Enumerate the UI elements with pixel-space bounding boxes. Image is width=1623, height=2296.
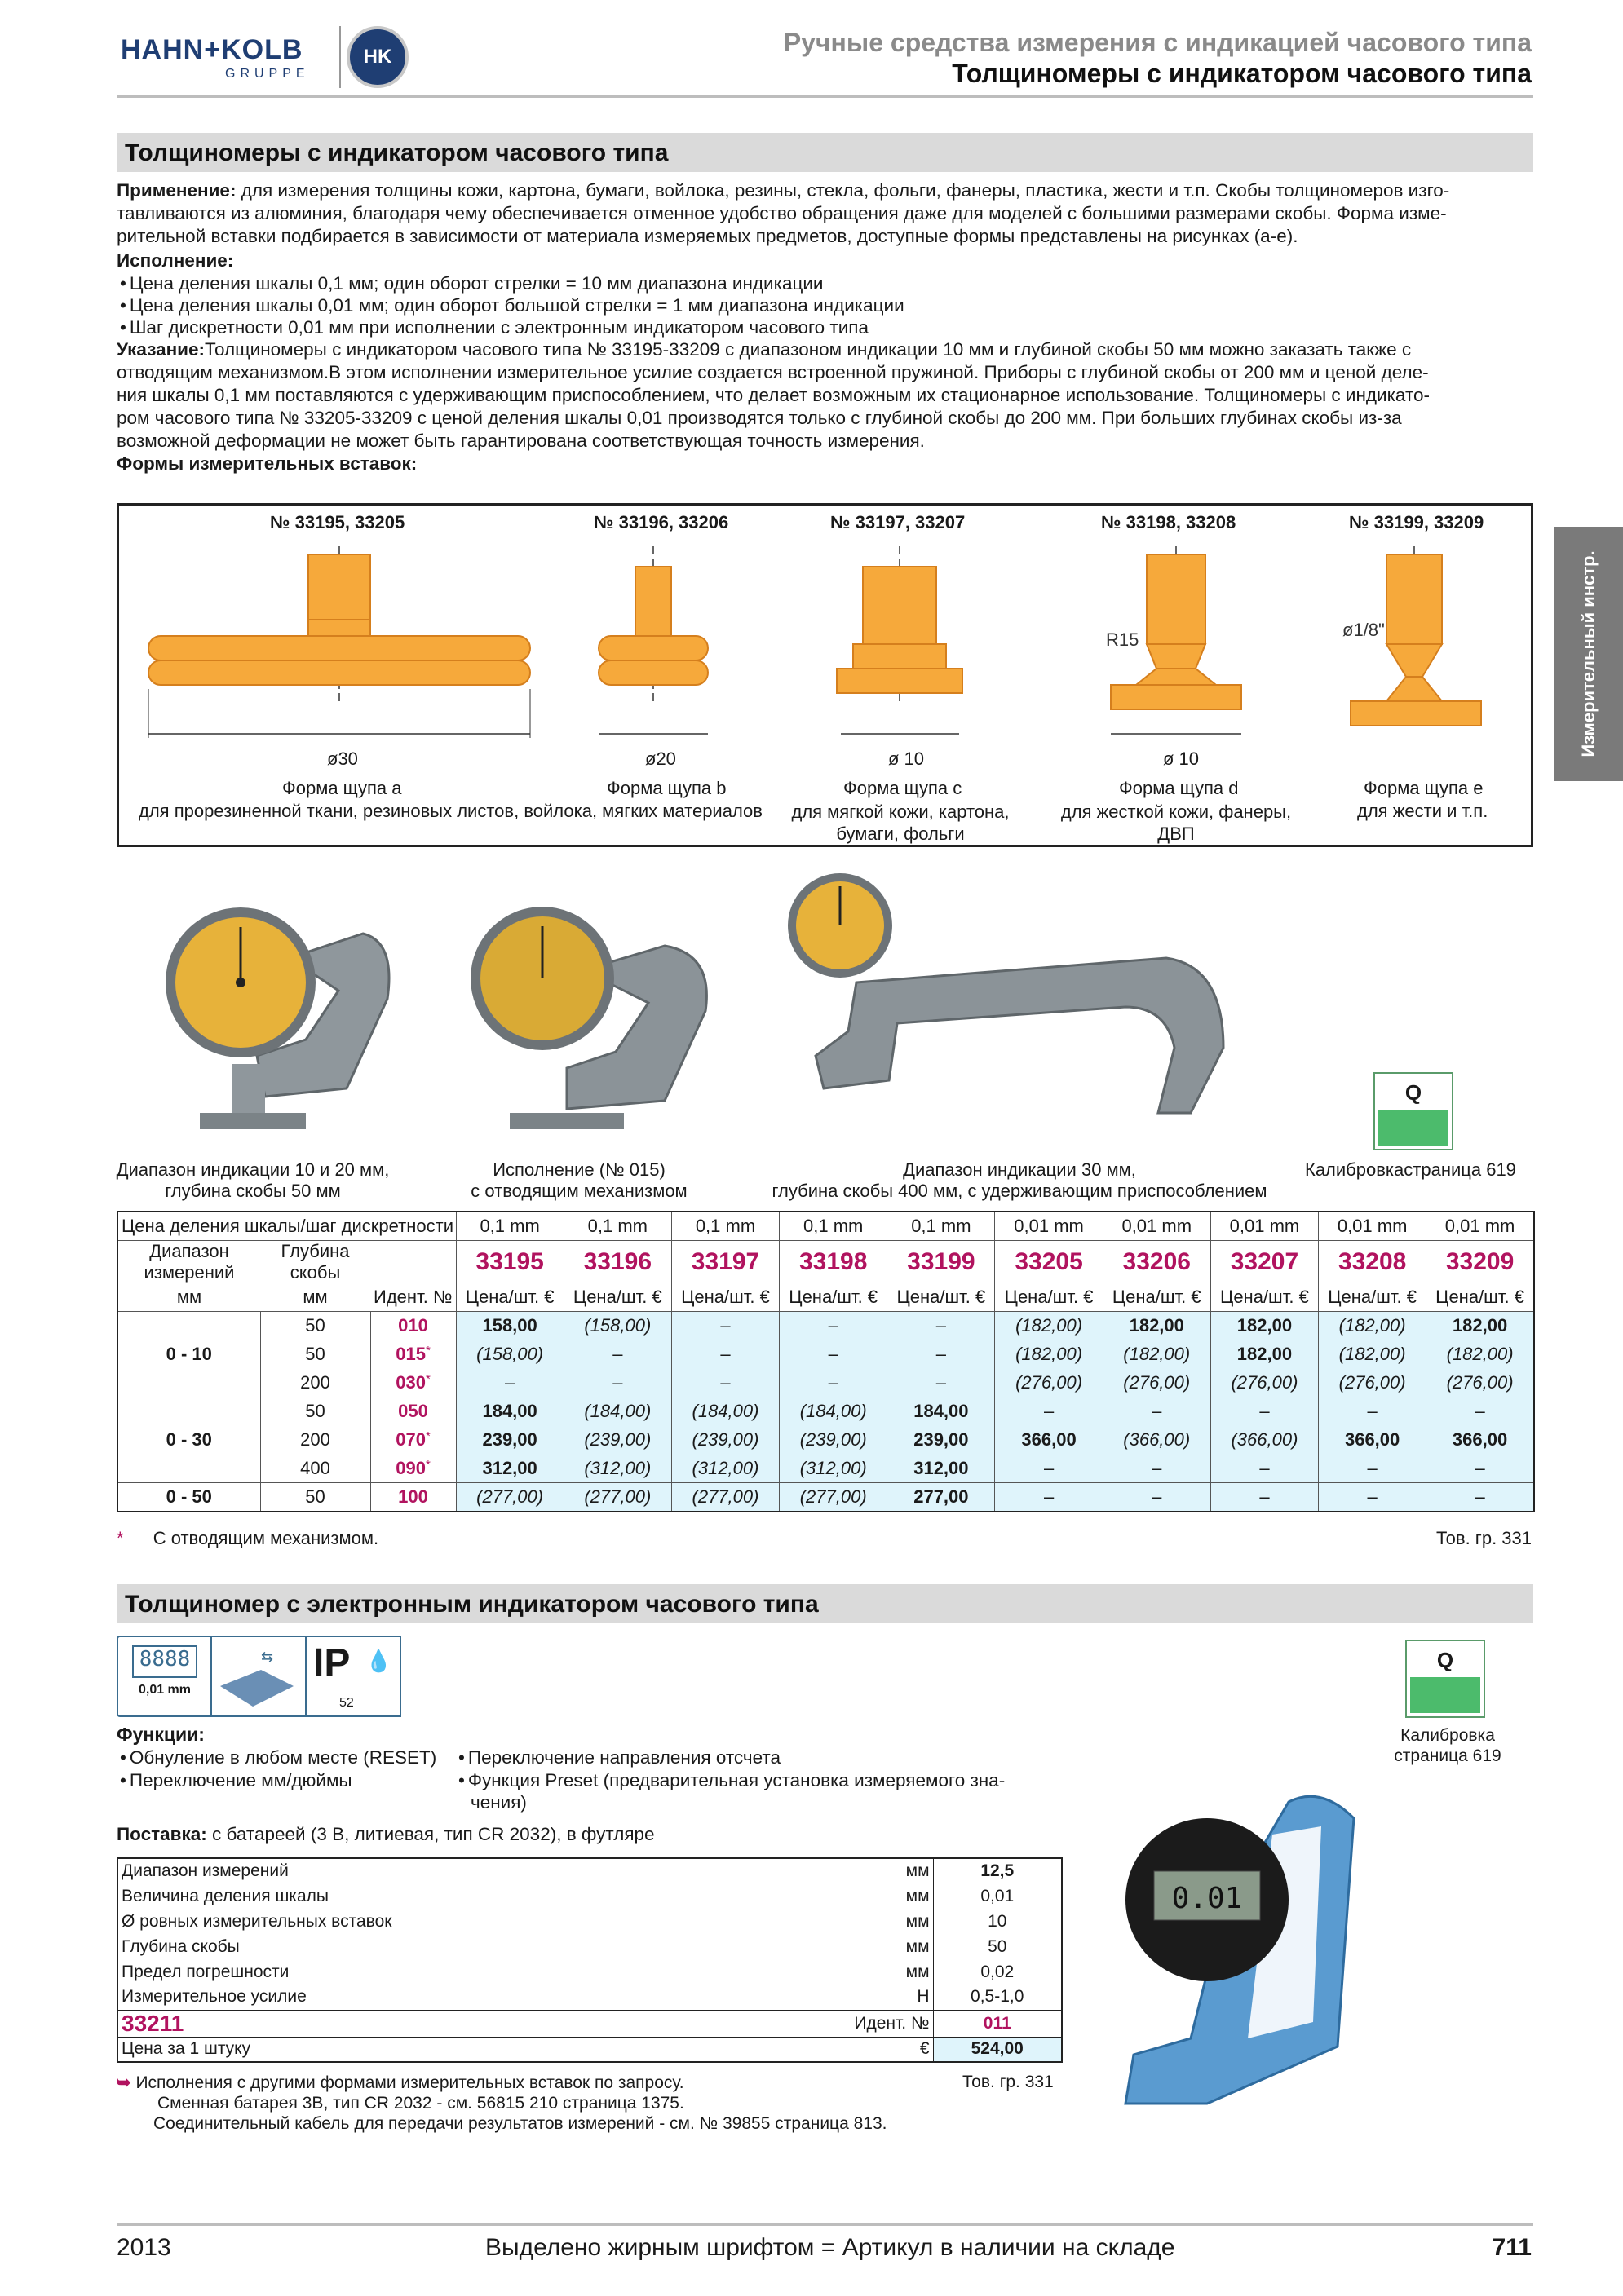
photo-caption-1-l1: Диапазон индикации 10 и 20 мм,	[116, 1159, 390, 1180]
execution-item: • Шаг дискретности 0,01 мм при исполнении с электронным индикатором часового типа	[117, 316, 1533, 338]
price-cell: 182,00	[1210, 1340, 1318, 1369]
resolution-cell: 0,01 mm	[995, 1212, 1103, 1240]
price-cell: –	[1319, 1455, 1426, 1483]
form-c-use	[778, 801, 1023, 845]
price-cell: (158,00)	[456, 1340, 564, 1369]
ident-star: *	[425, 1344, 431, 1358]
price-cell: –	[1426, 1455, 1534, 1483]
form-d-radius: R15	[1106, 629, 1139, 650]
spec-row	[117, 1934, 1062, 1959]
function-item-cont: чения)	[471, 1792, 527, 1813]
form-e-use: для жести и т.п.	[1357, 801, 1488, 821]
price-cell: (277,00)	[671, 1483, 779, 1512]
application-paragraph	[117, 179, 1533, 202]
price-cell: (276,00)	[1103, 1369, 1210, 1397]
form-a-use: для прорезиненной ткани, резиновых листов, войлока, мягких материалов	[139, 801, 763, 821]
function-item: • Обнуление в любом месте (RESET)	[117, 1746, 436, 1768]
article-row	[117, 1240, 1534, 1283]
thickness-gauge-photo-2	[461, 897, 730, 1141]
price-cell: 182,00	[1103, 1312, 1210, 1340]
price-cell: –	[1319, 1483, 1426, 1512]
range-cell: 0 - 50	[117, 1483, 260, 1512]
footnote-text: С отводящим механизмом.	[153, 1528, 379, 1548]
note-paragraph	[117, 338, 1533, 361]
application-line-2: тавливаются из алюминия, благодаря чему обеспечивается отменное удобство обращения даже для моделей с большими размерами скобы. Форма изме-	[117, 203, 1447, 223]
application-line-3: рительной вставки подбирается в зависимости от материала измеряемых предметов, доступные формы представлены на рисунках (a-e).	[117, 226, 1298, 246]
spec-row	[117, 1858, 1062, 1883]
ident-spacer	[370, 1240, 456, 1283]
water-drop-icon: 💧	[365, 1649, 392, 1673]
depth-header: Глубина скобы	[281, 1240, 350, 1283]
form-a-shape	[148, 554, 530, 738]
ident-number: 015	[396, 1344, 426, 1364]
functions-label: Функции:	[117, 1724, 205, 1745]
calibration-ref	[1354, 1725, 1541, 1766]
resolution-row	[117, 1212, 1534, 1240]
notes-block	[117, 2073, 887, 2134]
price-cell: –	[887, 1369, 995, 1397]
form-d-use-l1: для жесткой кожи, фанеры,	[1060, 801, 1292, 822]
price-cell: 366,00	[1319, 1426, 1426, 1455]
price-cell: (182,00)	[1103, 1340, 1210, 1369]
price-cell: (276,00)	[995, 1369, 1103, 1397]
price-label: Цена за 1 штуку	[122, 2039, 251, 2059]
price-cell: –	[1103, 1483, 1210, 1512]
digital-display-icon	[117, 1636, 213, 1717]
resolution-cell: 0,1 mm	[887, 1212, 995, 1240]
form-b-dim: ø20	[645, 748, 676, 769]
depth-cell: 50	[260, 1397, 370, 1426]
depth-cell: 50	[260, 1340, 370, 1369]
ident-star: *	[425, 1457, 431, 1472]
table-row	[117, 1340, 1534, 1369]
resolution-cell: 0,01 mm	[1319, 1212, 1426, 1240]
unit-row	[117, 1283, 1534, 1312]
price-cell: –	[1426, 1397, 1534, 1426]
price-cell: –	[671, 1369, 779, 1397]
form-c-use-l2: бумаги, фольги	[836, 823, 965, 844]
price-cell: –	[1210, 1455, 1318, 1483]
price-cell: (276,00)	[1426, 1369, 1534, 1397]
supply-label: Поставка:	[117, 1824, 207, 1844]
ident-number: 090	[396, 1457, 426, 1478]
price-header: Цена/шт. €	[1319, 1283, 1426, 1312]
spec-value: 0,5-1,0	[971, 1987, 1024, 2007]
ident-star: *	[425, 1371, 431, 1386]
ident-star: *	[425, 1429, 431, 1443]
check-arrows-icon	[1410, 1677, 1480, 1713]
price-cell: (366,00)	[1210, 1426, 1318, 1455]
calibration-q-badge-2[interactable]	[1405, 1640, 1485, 1718]
check-arrows-icon	[1378, 1110, 1448, 1146]
spec-value: 50	[988, 1936, 1007, 1956]
price-cell: 312,00	[456, 1455, 564, 1483]
price-cell: –	[780, 1369, 887, 1397]
price-row	[117, 2037, 1062, 2062]
spec-value: 0,01	[980, 1886, 1015, 1905]
form-c-dim: ø 10	[888, 748, 925, 769]
table-group-ref: Тов. гр. 331	[1435, 1528, 1532, 1548]
note-line-2: отводящим механизмом.В этом исполнении измерительное усилие создается встроенной пружиной. Приборы с глубиной скобы от 200 мм и ценой деле-	[117, 362, 1429, 382]
price-header: Цена/шт. €	[1210, 1283, 1318, 1312]
photo-caption-3	[758, 1159, 1280, 1202]
form-d-numbers: № 33198, 33208	[1101, 512, 1236, 532]
resolution-cell: 0,01 mm	[1210, 1212, 1318, 1240]
range-cell: 0 - 30	[117, 1397, 260, 1483]
price-cell: –	[671, 1340, 779, 1369]
resolution-cell: 0,1 mm	[780, 1212, 887, 1240]
price-cell: (239,00)	[671, 1426, 779, 1455]
spec-unit: мм	[786, 1959, 933, 1985]
spec-unit: Н	[786, 1985, 933, 2010]
form-c-use-l1: для мягкой кожи, картона,	[791, 801, 1010, 822]
form-b-numbers: № 33196, 33206	[594, 512, 729, 532]
article-number: 33206	[1103, 1240, 1210, 1283]
form-e-diameter: ø1/8"	[1342, 620, 1385, 640]
price-cell: 312,00	[887, 1455, 995, 1483]
header-category: Ручные средства измерения с индикацией часового типа	[783, 28, 1532, 57]
price-cell: 277,00	[887, 1483, 995, 1512]
depth-cell: 400	[260, 1455, 370, 1483]
price-cell: (182,00)	[1319, 1340, 1426, 1369]
depth-unit: мм	[260, 1283, 370, 1312]
price-cell: –	[1103, 1397, 1210, 1426]
price-cell: 182,00	[1426, 1312, 1534, 1340]
spec-label: Измерительное усилие	[122, 1987, 307, 2007]
spec-label: Предел погрешности	[122, 1962, 290, 1981]
calibration-l1: Калибровка	[1400, 1726, 1495, 1745]
price-cell: –	[1426, 1483, 1534, 1512]
header-title: Толщиномеры с индикатором часового типа	[952, 59, 1532, 88]
price-cell: 239,00	[887, 1426, 995, 1455]
resolution-cell: 0,01 mm	[1103, 1212, 1210, 1240]
form-c-shape	[837, 567, 962, 734]
price-cell: (184,00)	[564, 1397, 671, 1426]
depth-cell: 50	[260, 1312, 370, 1340]
spec-label: Ø ровных измерительных вставок	[122, 1911, 392, 1931]
price-cell: 184,00	[887, 1397, 995, 1426]
price-cell: –	[1103, 1455, 1210, 1483]
price-cell: 366,00	[995, 1426, 1103, 1455]
price-cell: (184,00)	[780, 1397, 887, 1426]
photo-caption-3-l2: глубина скобы 400 мм, с удерживающим приспособлением	[772, 1181, 1267, 1201]
note-label: Указание:	[117, 339, 206, 360]
price-header: Цена/шт. €	[1426, 1283, 1534, 1312]
price-cell: (312,00)	[671, 1455, 779, 1483]
display-resolution: 0,01 mm	[138, 1683, 192, 1697]
price-cell: 184,00	[456, 1397, 564, 1426]
ident-label: Идент. №	[786, 2010, 933, 2037]
photo-caption-2	[457, 1159, 701, 1202]
ident-cell	[370, 1340, 456, 1369]
price-cell: (182,00)	[1426, 1340, 1534, 1369]
ip52-protection-icon	[305, 1636, 401, 1717]
hk-emblem-letters: HK	[363, 46, 392, 68]
spec-unit: мм	[786, 1858, 933, 1883]
price-cell: (182,00)	[1319, 1312, 1426, 1340]
ident-cell	[370, 1483, 456, 1512]
execution-item: • Цена деления шкалы 0,01 мм; один оборот большой стрелки = 1 мм диапазона индикации	[117, 294, 1533, 316]
table-row	[117, 1483, 1534, 1512]
price-cell: –	[1210, 1397, 1318, 1426]
hk-emblem-icon	[347, 26, 409, 88]
section1-body	[117, 179, 1533, 475]
price-cell: –	[887, 1312, 995, 1340]
article-number: 33211	[122, 2010, 184, 2036]
form-b-shape	[599, 567, 708, 734]
ident-cell	[370, 1397, 456, 1426]
application-label: Применение:	[117, 180, 237, 201]
resolution-label: Цена деления шкалы/шаг дискретности	[117, 1212, 456, 1240]
price-cell: 182,00	[1210, 1312, 1318, 1340]
price-cell: –	[1319, 1397, 1426, 1426]
article-number: 33209	[1426, 1240, 1534, 1283]
ip-text: IP	[313, 1641, 351, 1684]
brand-divider	[339, 26, 341, 88]
form-a-name: Форма щупа a	[282, 778, 402, 798]
depth-cell: 200	[260, 1369, 370, 1397]
form-a-numbers: № 33195, 33205	[270, 512, 405, 532]
calibration-l2: страница 619	[1394, 1746, 1501, 1765]
depth-cell: 200	[260, 1426, 370, 1455]
form-e-name: Форма щупа e	[1364, 778, 1484, 798]
spec-row	[117, 1985, 1062, 2010]
price-cell: –	[995, 1455, 1103, 1483]
footer-rule	[117, 2223, 1533, 2226]
price-value: 524,00	[933, 2037, 1062, 2062]
spec-value: 12,5	[980, 1861, 1015, 1880]
price-header: Цена/шт. €	[887, 1283, 995, 1312]
usb-cable-icon	[210, 1636, 307, 1717]
price-unit: €	[786, 2037, 933, 2062]
function-item: • Переключение направления отсчета	[455, 1746, 781, 1768]
price-cell: (182,00)	[995, 1340, 1103, 1369]
thickness-gauge-photo-3	[783, 868, 1240, 1137]
article-number: 33208	[1319, 1240, 1426, 1283]
resolution-cell: 0,1 mm	[456, 1212, 564, 1240]
form-d-dim: ø 10	[1163, 748, 1200, 769]
ident-cell	[370, 1312, 456, 1340]
note-3: Соединительный кабель для передачи результатов измерений - см. № 39855 страница 813.	[153, 2114, 887, 2133]
footer-legend: Выделено жирным шрифтом = Артикул в наличии на складе	[485, 2234, 1175, 2261]
supply-text: с батареей (3 В, литиевая, тип CR 2032), в футляре	[212, 1824, 655, 1844]
function-item: • Функция Preset (предварительная установка измеряемого зна-	[455, 1769, 1005, 1791]
execution-item: • Цена деления шкалы 0,1 мм; один оборот стрелки = 10 мм диапазона индикации	[117, 272, 1533, 294]
supply-line	[117, 1823, 1055, 1846]
photo-caption-3-l1: Диапазон индикации 30 мм,	[903, 1159, 1136, 1180]
execution-label: Исполнение:	[117, 250, 234, 271]
price-cell: (312,00)	[780, 1455, 887, 1483]
forms-label: Формы измерительных вставок:	[117, 453, 418, 474]
spec-value: 0,02	[980, 1962, 1015, 1981]
price-cell: (277,00)	[780, 1483, 887, 1512]
note-1: Исполнения с другими формами измерительных вставок по запросу.	[135, 2073, 684, 2092]
form-e-numbers: № 33199, 33209	[1349, 512, 1484, 532]
price-cell: –	[456, 1369, 564, 1397]
gauge-display-value: 0.01	[1171, 1882, 1243, 1915]
note-2: Сменная батарея 3В, тип CR 2032 - см. 56815 210 страница 1375.	[157, 2094, 684, 2113]
ident-cell	[370, 1455, 456, 1483]
price-cell: (276,00)	[1210, 1369, 1318, 1397]
range-unit: мм	[117, 1283, 260, 1312]
footnote-star: *	[117, 1528, 124, 1548]
brand-logo	[121, 26, 414, 91]
price-header: Цена/шт. €	[671, 1283, 779, 1312]
price-header: Цена/шт. €	[1103, 1283, 1210, 1312]
article-number: 33207	[1210, 1240, 1318, 1283]
side-tab[interactable]	[1554, 527, 1623, 781]
price-cell: –	[887, 1340, 995, 1369]
ident-value: 011	[983, 2013, 1011, 2033]
price-header: Цена/шт. €	[780, 1283, 887, 1312]
price-cell: (277,00)	[456, 1483, 564, 1512]
depth-cell: 50	[260, 1483, 370, 1512]
footnote	[117, 1528, 378, 1549]
spec-label: Величина деления шкалы	[122, 1886, 329, 1905]
thickness-gauge-photo-1	[143, 885, 412, 1146]
side-tab-label: Измерительный инстр.	[1577, 550, 1599, 757]
table-row	[117, 1455, 1534, 1483]
ident-number: 070	[396, 1429, 426, 1450]
price-table	[117, 1211, 1535, 1512]
ident-number: 030	[396, 1371, 426, 1393]
price-cell: 366,00	[1426, 1426, 1534, 1455]
note-line-1: Толщиномеры с индикатором часового типа № 33195-33209 с диапазоном индикации 10 мм и глубиной скобы 50 мм можно заказать также с	[205, 339, 1412, 360]
price-header: Цена/шт. €	[456, 1283, 564, 1312]
q-badge-letter-2: Q	[1436, 1648, 1454, 1672]
price-cell: –	[995, 1397, 1103, 1426]
note-row-1	[117, 2073, 887, 2093]
form-d-use-l2: ДВП	[1157, 823, 1195, 844]
price-cell: –	[1210, 1483, 1318, 1512]
note-line-3: ния шкалы 0,1 мм поставляются с удерживающим приспособлением, что делает возможным их стационарное использование. Толщиномеры с индикато-	[117, 385, 1431, 405]
application-text: для измерения толщины кожи, картона, бумаги, войлока, резины, стекла, фольги, фанеры, пластика, жести и т.п. Скобы толщиномеров изго-	[241, 180, 1450, 201]
forms-box	[117, 503, 1533, 847]
form-a-dim: ø30	[327, 748, 358, 769]
photo-caption-1	[114, 1159, 391, 1202]
spec-row	[117, 1883, 1062, 1909]
price-cell: (184,00)	[671, 1397, 779, 1426]
spec-group-ref: Тов. гр. 331	[962, 2073, 1054, 2091]
article-row	[117, 2010, 1062, 2037]
article-number: 33197	[671, 1240, 779, 1283]
spec-row	[117, 1909, 1062, 1934]
price-cell: (366,00)	[1103, 1426, 1210, 1455]
arrow-right-icon: ➥	[117, 2073, 131, 2092]
price-header: Цена/шт. €	[995, 1283, 1103, 1312]
q-badge-letter: Q	[1404, 1080, 1422, 1105]
spec-unit: мм	[786, 1909, 933, 1934]
form-d-name: Форма щупа d	[1119, 778, 1239, 798]
ident-number: 100	[398, 1486, 428, 1507]
ident-number: 010	[398, 1315, 428, 1336]
table-row	[117, 1312, 1534, 1340]
form-c-name: Форма щупа c	[843, 778, 962, 798]
spec-row	[117, 1959, 1062, 1985]
photo-caption-1-l2: глубина скобы 50 мм	[165, 1181, 341, 1201]
digital-thickness-gauge-photo	[1109, 1777, 1378, 2120]
price-cell: (239,00)	[564, 1426, 671, 1455]
article-number: 33205	[995, 1240, 1103, 1283]
spec-value: 10	[988, 1911, 1007, 1931]
price-cell: (277,00)	[564, 1483, 671, 1512]
price-cell: –	[780, 1312, 887, 1340]
price-cell: –	[671, 1312, 779, 1340]
price-cell: (239,00)	[780, 1426, 887, 1455]
spec-unit: мм	[786, 1883, 933, 1909]
brand-sub: GRUPPE	[225, 67, 310, 81]
price-header: Цена/шт. €	[564, 1283, 671, 1312]
form-b-name: Форма щупа b	[607, 778, 727, 798]
spec-table	[117, 1857, 1063, 2063]
price-cell: 158,00	[456, 1312, 564, 1340]
function-item: • Переключение мм/дюймы	[117, 1769, 352, 1791]
article-number: 33195	[456, 1240, 564, 1283]
spec-label: Диапазон измерений	[122, 1861, 289, 1880]
ip-rating: 52	[339, 1696, 354, 1710]
article-number: 33198	[780, 1240, 887, 1283]
price-cell: (182,00)	[995, 1312, 1103, 1340]
ident-number: 050	[398, 1401, 428, 1422]
range-cell: 0 - 10	[117, 1312, 260, 1397]
table-row	[117, 1397, 1534, 1426]
photo-caption-4: Калибровкастраница 619	[1305, 1159, 1516, 1180]
functions-block	[117, 1722, 1055, 1846]
article-number: 33199	[887, 1240, 995, 1283]
resolution-cell: 0,1 mm	[564, 1212, 671, 1240]
spec-label: Глубина скобы	[122, 1936, 240, 1956]
range-header: Диапазон измерений	[144, 1240, 235, 1283]
photo-caption-2-l2: с отводящим механизмом	[471, 1181, 688, 1201]
brand-name: HAHN+KOLB	[121, 34, 303, 65]
section1-title: Толщиномеры с индикатором часового типа	[117, 133, 1533, 172]
price-cell: (158,00)	[564, 1312, 671, 1340]
form-d-use	[1054, 801, 1298, 845]
photo-caption-2-l1: Исполнение (№ 015)	[493, 1159, 666, 1180]
table-row	[117, 1426, 1534, 1455]
header-rule	[117, 95, 1533, 98]
form-shapes-drawing	[119, 538, 1530, 758]
svg-text:⇆: ⇆	[261, 1649, 274, 1666]
price-cell: 239,00	[456, 1426, 564, 1455]
ident-cell	[370, 1426, 456, 1455]
page-number: 711	[1492, 2234, 1532, 2261]
price-cell: (276,00)	[1319, 1369, 1426, 1397]
form-c-numbers: № 33197, 33207	[830, 512, 966, 532]
section2-title: Толщиномер с электронным индикатором часового типа	[117, 1584, 1533, 1623]
price-cell: –	[995, 1483, 1103, 1512]
price-cell: –	[780, 1340, 887, 1369]
price-cell: –	[564, 1369, 671, 1397]
resolution-cell: 0,1 mm	[671, 1212, 779, 1240]
ident-header: Идент. №	[370, 1283, 456, 1312]
note-line-4: ром часового типа № 33205-33209 с ценой деления шкалы 0,01 производятся только с глубиной скобы до 200 мм. При больших глубинах скобы из-за	[117, 408, 1402, 428]
table-row	[117, 1369, 1534, 1397]
price-cell: –	[564, 1340, 671, 1369]
resolution-cell: 0,01 mm	[1426, 1212, 1534, 1240]
price-cell: (312,00)	[564, 1455, 671, 1483]
calibration-q-badge[interactable]	[1373, 1072, 1453, 1150]
article-number: 33196	[564, 1240, 671, 1283]
display-digits: 8888	[132, 1645, 197, 1678]
note-line-5: возможной деформации не может быть гарантирована соответствующая точность измерения.	[117, 430, 925, 451]
footer-year: 2013	[117, 2234, 171, 2261]
spec-unit: мм	[786, 1934, 933, 1959]
ident-cell	[370, 1369, 456, 1397]
